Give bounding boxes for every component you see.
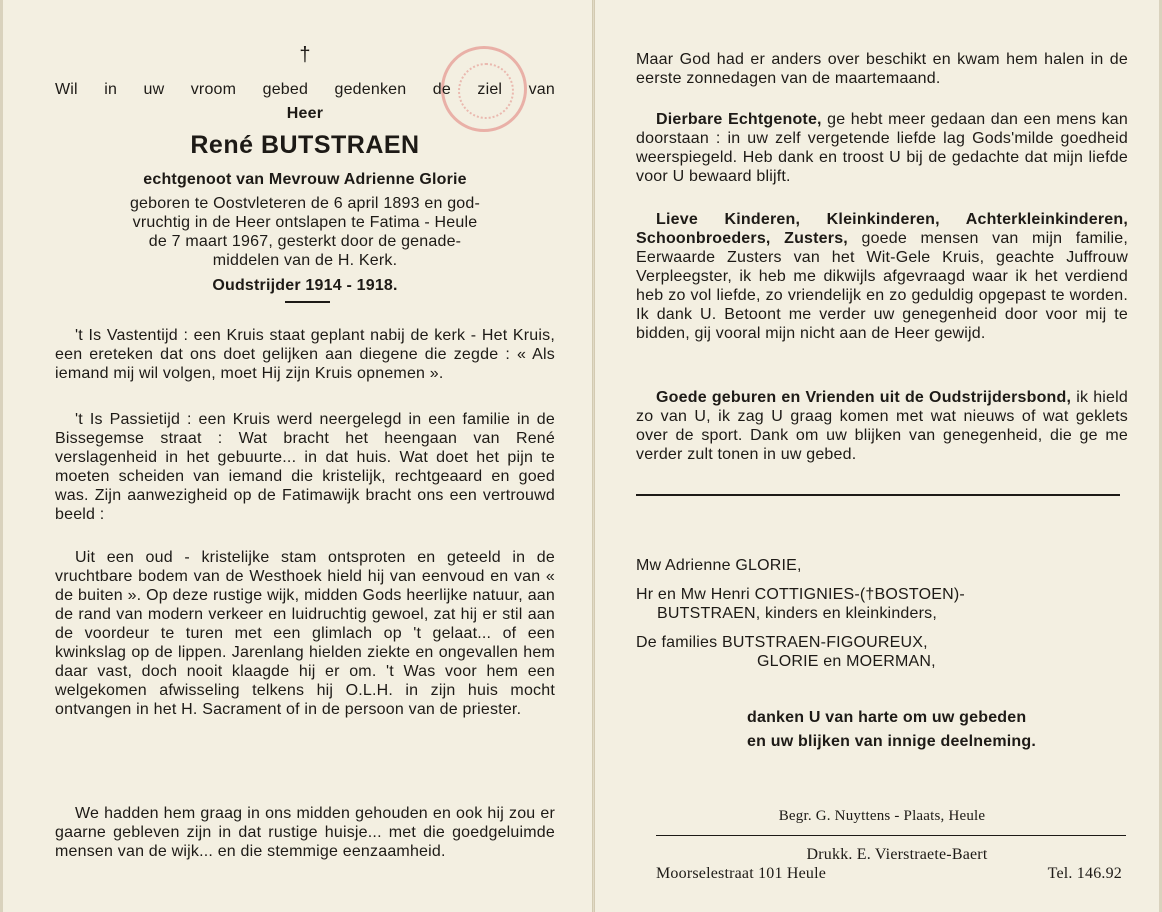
- thanks-line: en uw blijken van innige deelneming.: [747, 733, 1037, 750]
- paragraph-passion: [55, 410, 555, 524]
- thanks-block: [747, 706, 1127, 754]
- printer-block: [636, 845, 1128, 883]
- paragraph-text: Uit een oud - kristelijke stam ontsproten en geteeld in de vruchtbare bodem van de Westhoek hield hij van eenvoud en van « de buiten ». Op deze rustige wijk, midden Gods heerlijke natuur, aan de rand van modern verkeer en luidruchtig gewoel, zat hij er stil aan de voordeur te turen met een glimlach op 't gelaat... of een kwinkslag op de lippen. Jarenlang hielden ziekte en ongevallen hem daar vast, doch nooit klaagde hij er om. 't Was voor hem een welgekomen afwisseling telkens hij O.L.H. in zijn huis mocht ontvangen in het H. Sacrament of in de persoon van de priester.: [55, 549, 555, 718]
- spouse-line: echtgenoot van Mevrouw Adrienne Glorie: [143, 171, 467, 188]
- birth-line: geboren te Oostvleteren de 6 april 1893 en god-: [129, 195, 481, 212]
- paragraph-text: Maar God had er anders over beschikt en kwam hem halen in de eerste zonnedagen van de maartemaand.: [636, 51, 1128, 87]
- thanks-line: danken U van harte om uw gebeden: [747, 709, 1027, 726]
- children-heading: Lieve Kinderen, Kleinkinderen, Achterkleinkinderen, Schoonbroeders, Zusters,: [636, 211, 1128, 247]
- paragraph-opening: [636, 50, 1128, 88]
- short-divider: [285, 301, 330, 303]
- cross-symbol: †: [299, 44, 311, 66]
- footer-divider: [656, 835, 1126, 836]
- section-divider: [636, 494, 1120, 496]
- paragraph-wife: [636, 110, 1128, 186]
- undertaker-line: Begr. G. Nuyttens - Plaats, Heule: [778, 808, 986, 824]
- paragraph-text: 't Is Passietijd : een Kruis werd neergelegd in een familie in de Bissegemse straat : Wat bracht het heengaan van René verslagenheid in het gebuurte... in dat huis. Wat doet het pijn te moeten scheiden van iemand die kristelijk, rechtgeaard en goed was. Zijn aanwezigheid op de Fatimawijk bracht ons een vertrouwd beeld :: [55, 411, 555, 523]
- card-fold: [592, 0, 595, 912]
- intro-line: Wil in uw vroom gebed gedenken de ziel van: [55, 81, 555, 98]
- paragraph-text: We hadden hem graag in ons midden gehouden en ook hij zou er gaarne gebleven zijn in dat rustige huisje... met die goedgeluimde mensen van de wijk... en die stemmige eenzaamheid.: [55, 805, 555, 860]
- printer-info-row: [636, 864, 1128, 883]
- paragraph-text: 't Is Vastentijd : een Kruis staat geplant nabij de kerk - Het Kruis, een ereteken dat ons doet gelijken aan diegene die zegde : « Als iemand mij wil volgen, moet Hij zijn Kruis opnemen ».: [55, 327, 555, 382]
- veteran-line: Oudstrijder 1914 - 1918.: [212, 277, 398, 294]
- family-line: De families BUTSTRAEN-FIGOUREUX,: [636, 634, 928, 651]
- family-list: [636, 556, 1128, 671]
- birth-line: vruchtig in de Heer ontslapen te Fatima - Heule: [132, 214, 478, 231]
- family-line: Mw Adrienne GLORIE,: [636, 557, 802, 574]
- printer-address: Moorselestraat 101 Heule: [656, 865, 827, 882]
- honorific: Heer: [286, 105, 324, 122]
- family-line: BUTSTRAEN, kinders en kleinkinders,: [657, 605, 937, 622]
- family-line: Hr en Mw Henri COTTIGNIES-(†BOSTOEN)-: [636, 586, 965, 603]
- paragraph-life: [55, 548, 555, 719]
- paragraph-friends: [636, 388, 1128, 464]
- friends-text: ik hield zo van U, ik zag U graag komen met wat nieuws of wat geklets over de sport. Dank om uw blijken van genegenheid, die ge me verder zult tonen in uw gebed.: [636, 389, 1129, 463]
- birth-line: de 7 maart 1967, gesterkt door de genade-: [148, 233, 462, 250]
- paragraph-children: [636, 210, 1128, 343]
- family-line: GLORIE en MOERMAN,: [757, 653, 936, 670]
- birth-line: middelen van de H. Kerk.: [212, 252, 398, 269]
- children-text: goede mensen van mijn familie, Eerwaarde Zusters van het Wit-Gele Kruis, geachte Juffrouw Verpleegster, ik heb me dikwijls afgevraagd waar ik het verdiend heb zo vol liefde, zo vriendelijk en zo geduldig opgepast te worden. Ik dank U. Betoont me verder uw genegenheid door voor mij te bidden, gij vooral mijn nicht aan de Heer gewijd.: [636, 230, 1128, 342]
- birth-death-details: [55, 194, 555, 270]
- printer-name: Drukk. E. Vierstraete-Baert: [806, 846, 988, 863]
- paragraph-farewell: [55, 804, 555, 861]
- paragraph-lent: [55, 326, 555, 383]
- deceased-name: René BUTSTRAEN: [190, 131, 420, 159]
- friends-heading: Goede geburen en Vrienden uit de Oudstrijdersbond,: [656, 389, 1072, 406]
- printer-phone: Tel. 146.92: [1047, 865, 1122, 882]
- wife-text: ge hebt meer gedaan dan een mens kan doorstaan : in uw zelf vergetende liefde lag Gods'milde goedheid weerspiegeld. Heb dank en troost U bij de gedachte dat mijn liefde voor U bewaard blijft.: [636, 111, 1128, 185]
- wife-heading: Dierbare Echtgenote,: [656, 111, 822, 128]
